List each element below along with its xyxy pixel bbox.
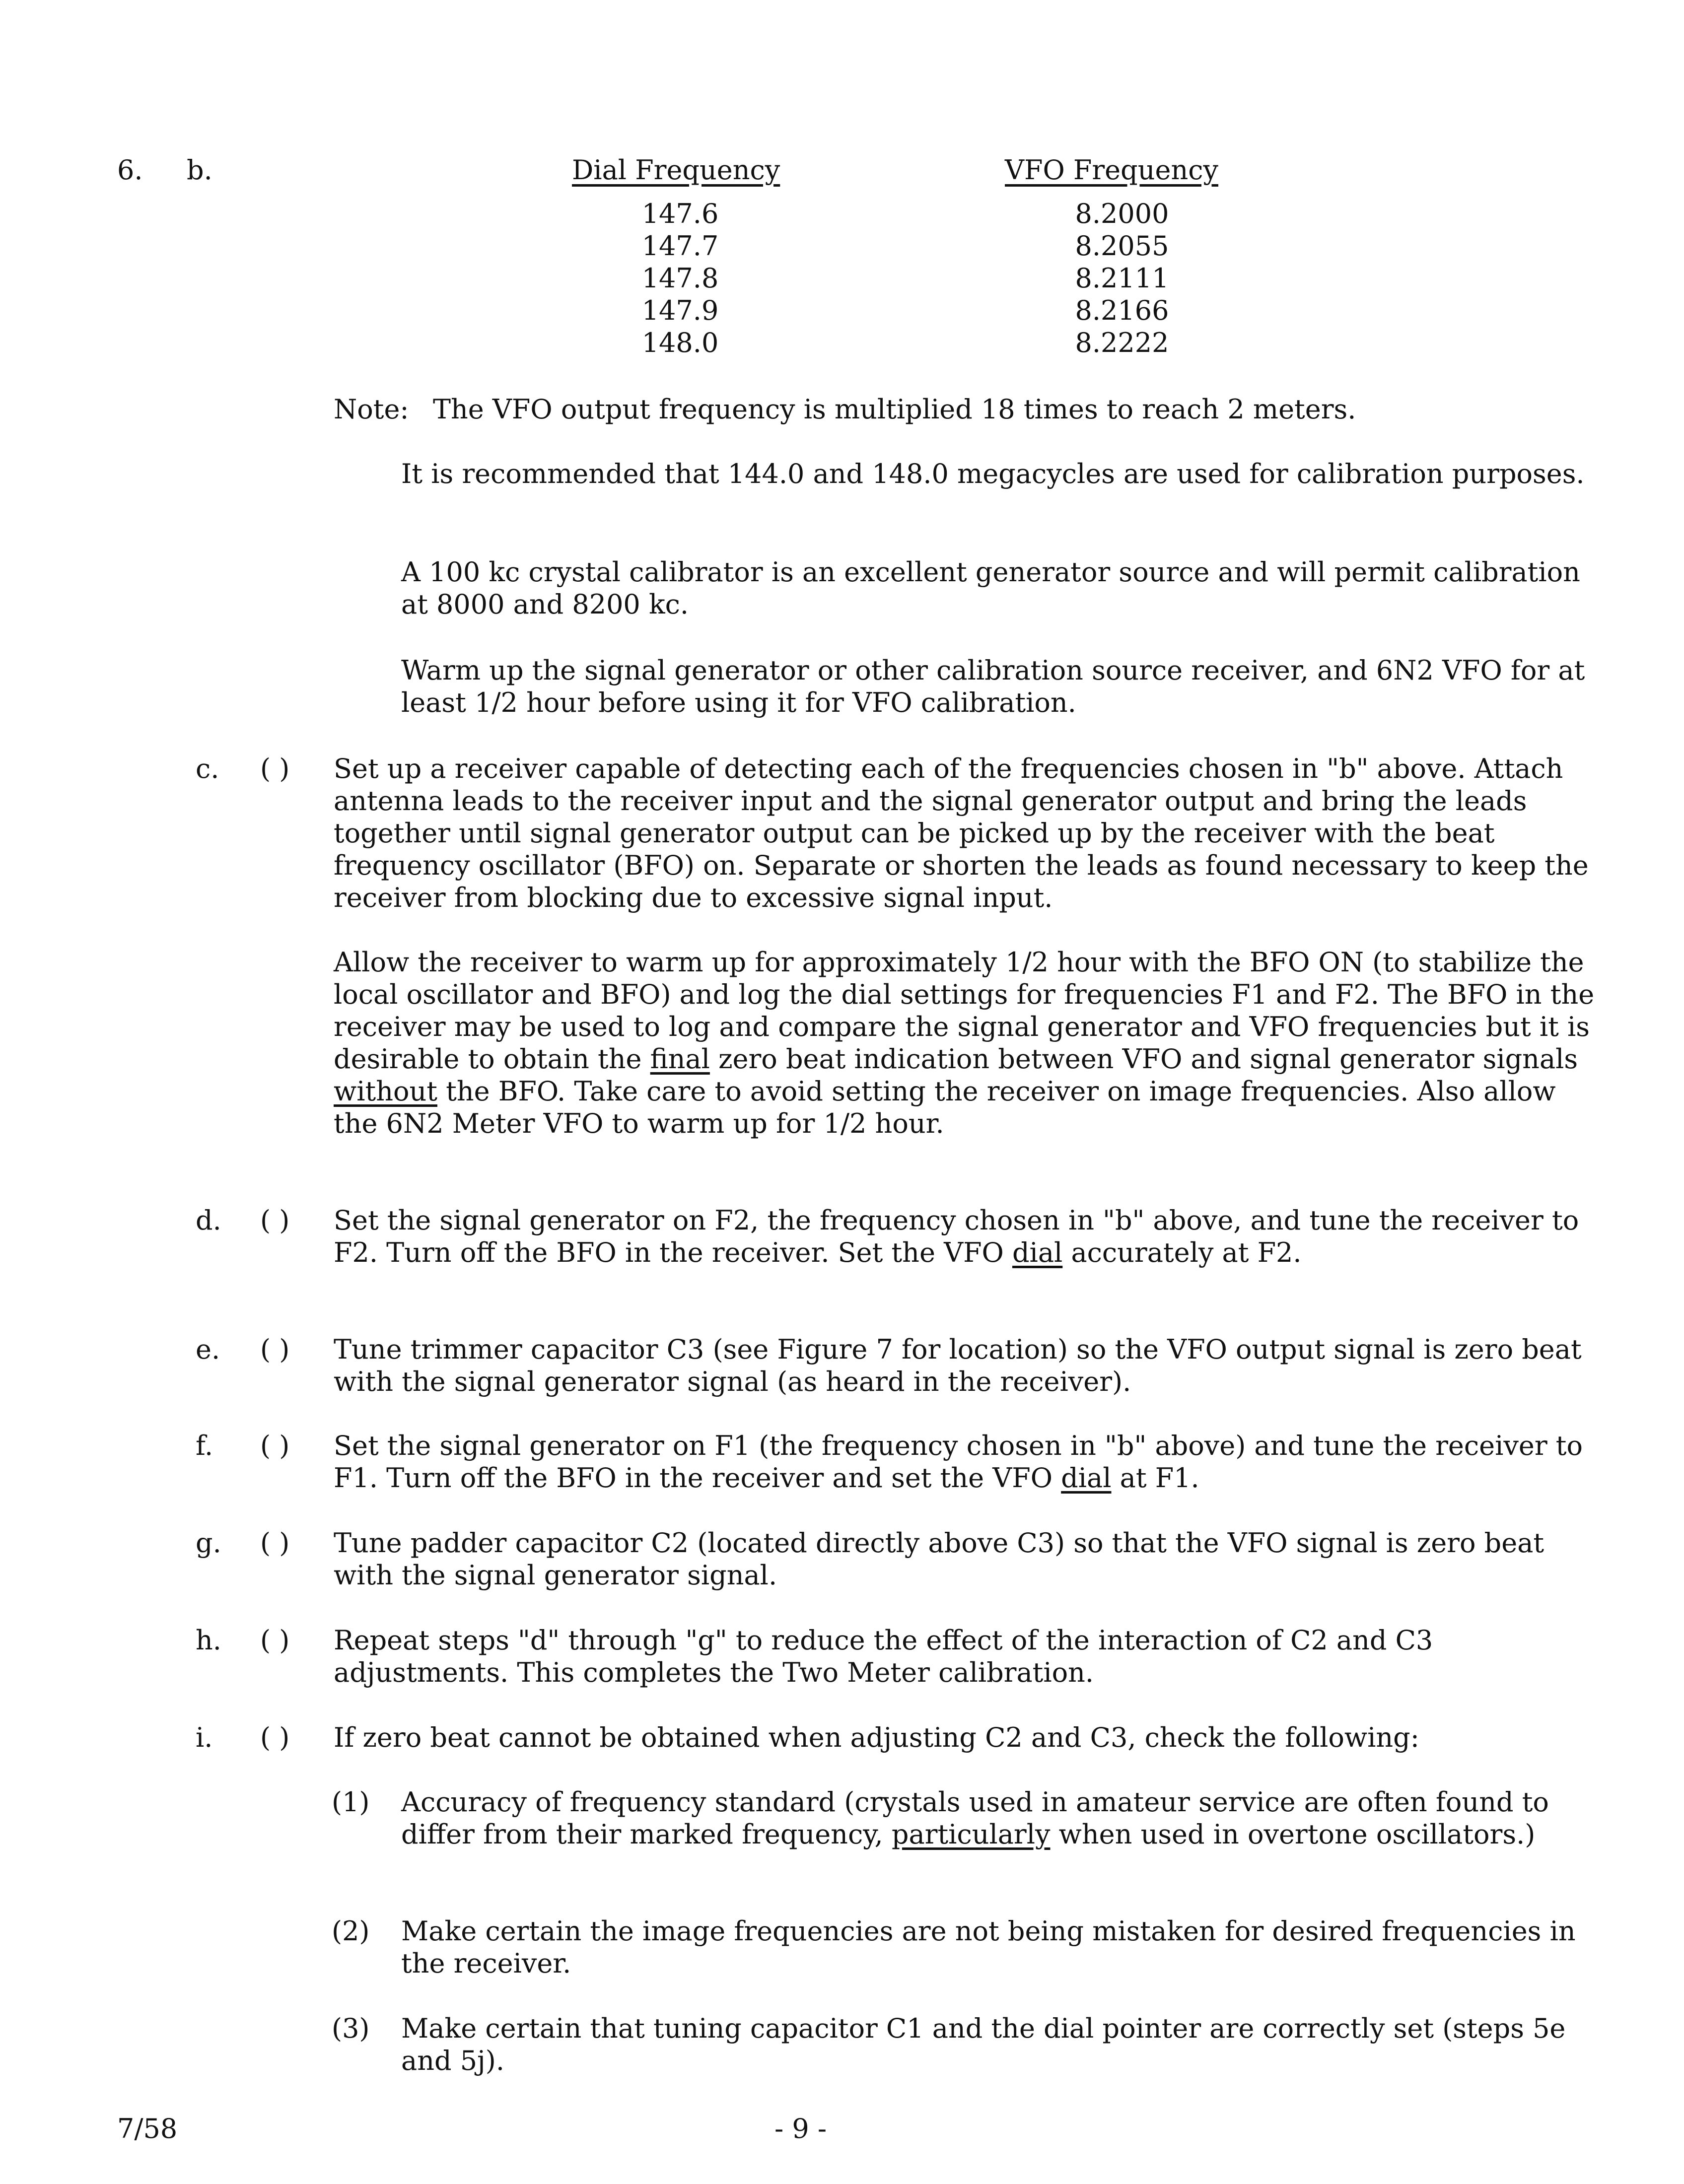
note-line: The VFO output frequency is multiplied 18 times to reach 2 meters. [433,394,1356,425]
subitem-number: (2) [332,1915,370,1947]
text-run: the BFO. Take care to avoid setting the receiver on image frequencies. Also allow the 6N2 Meter VFO to warm up for 1/2 hour. [334,1076,1556,1139]
dial-frequency-header: Dial Frequency [572,154,780,186]
subitem-text [401,1786,1603,1850]
table-cell: 148.0 [641,327,719,358]
subitem-text: Make certain the image frequencies are not being mistaken for desired frequencies in the receiver. [401,1915,1576,1979]
note-paragraph: Warm up the signal generator or other calibration source receiver, and 6N2 VFO for at least 1/2 hour before using it for VFO calibration. [401,655,1585,718]
table-cell: 147.9 [641,295,719,326]
page-number: - 9 - [774,2113,827,2144]
section-letter: b. [187,154,212,186]
step-checkbox[interactable]: ( ) [260,1625,290,1656]
text-run: final [650,1043,710,1075]
note-label: Note: [334,394,409,425]
table-cell: 8.2166 [1075,295,1169,326]
step-paragraph [334,946,1605,1140]
subitem-text: Make certain that tuning capacitor C1 and the dial pointer are correctly set (steps 5e and 5j). [401,2013,1566,2076]
step-checkbox[interactable]: ( ) [260,753,290,784]
step-checkbox[interactable]: ( ) [260,1430,290,1461]
step-checkbox[interactable]: ( ) [260,1722,290,1753]
text-run: dial [1061,1462,1112,1494]
footer-date: 7/58 [117,2113,178,2144]
text-run: accurately at F2. [1062,1237,1302,1268]
step-letter: e. [196,1334,220,1365]
step-letter: d. [196,1205,221,1236]
text-run: zero beat indication between VFO and signal generator signals [709,1043,1578,1075]
table-cell: 8.2055 [1075,230,1169,262]
text-run: Set the signal generator on F2, the frequency chosen in "b" above, and tune the receiver to F2. Turn off the BFO in the receiver. Set the VFO [334,1205,1579,1268]
note-paragraph: A 100 kc crystal calibrator is an excellent generator source and will permit calibration at 8000 and 8200 kc. [401,556,1580,620]
text-run: particularly [891,1819,1051,1850]
step-letter: h. [196,1625,221,1656]
table-cell: 8.2222 [1075,327,1169,358]
table-cell: 8.2111 [1075,263,1169,294]
step-text: Tune padder capacitor C2 (located directly above C3) so that the VFO signal is zero beat with the signal generator signal. [334,1527,1544,1591]
step-text: Set up a receiver capable of detecting each of the frequencies chosen in "b" above. Attach antenna leads to the receiver input and the signal generator output and bring the leads together until signal generator output can be picked up by the receiver with the beat frequency oscillator (BFO) on. Separate or shorten the leads as found necessary to keep the receiver from blocking due to excessive signal input. [334,753,1589,913]
text-run: without [334,1076,437,1107]
step-checkbox[interactable]: ( ) [260,1334,290,1365]
step-text: If zero beat cannot be obtained when adjusting C2 and C3, check the following: [334,1722,1419,1753]
note-paragraph: It is recommended that 144.0 and 148.0 megacycles are used for calibration purposes. [401,458,1585,489]
step-letter: f. [196,1430,213,1461]
table-cell: 147.6 [641,198,719,229]
step-text [334,1430,1605,1494]
step-text: Tune trimmer capacitor C3 (see Figure 7 for location) so the VFO output signal is zero beat with the signal generator signal (as heard in the receiver). [334,1334,1582,1397]
table-cell: 147.8 [641,263,719,294]
step-text: Repeat steps "d" through "g" to reduce the effect of the interaction of C2 and C3 adjustments. This completes the Two Meter calibration. [334,1625,1433,1688]
step-letter: g. [196,1527,221,1559]
text-run: at F1. [1111,1462,1199,1494]
text-run: dial [1012,1237,1063,1268]
text-run: when used in overtone oscillators.) [1050,1819,1536,1850]
section-number: 6. [117,154,143,186]
step-checkbox[interactable]: ( ) [260,1205,290,1236]
step-letter: i. [196,1722,213,1753]
step-letter: c. [196,753,219,784]
step-text [334,1204,1605,1269]
text-run: Allow the receiver to warm up for approximately 1/2 hour with the BFO ON (to stabilize the local oscillator and BFO) and log the dial settings for frequencies F1 and F2. The BFO in the receiver may be used to log and compare the signal generator and VFO frequencies but it is desirable to obtain the [334,947,1595,1075]
subitem-number: (3) [332,2013,370,2044]
subitem-number: (1) [332,1786,370,1818]
table-cell: 8.2000 [1075,198,1169,229]
text-run: Accuracy of frequency standard (crystals used in amateur service are often found to differ from their marked frequency, [401,1786,1549,1850]
table-cell: 147.7 [641,230,719,262]
text-run: Set the signal generator on F1 (the frequency chosen in "b" above) and tune the receiver to F1. Turn off the BFO in the receiver and set the VFO [334,1430,1583,1494]
vfo-frequency-header: VFO Frequency [1005,154,1218,186]
step-checkbox[interactable]: ( ) [260,1527,290,1559]
